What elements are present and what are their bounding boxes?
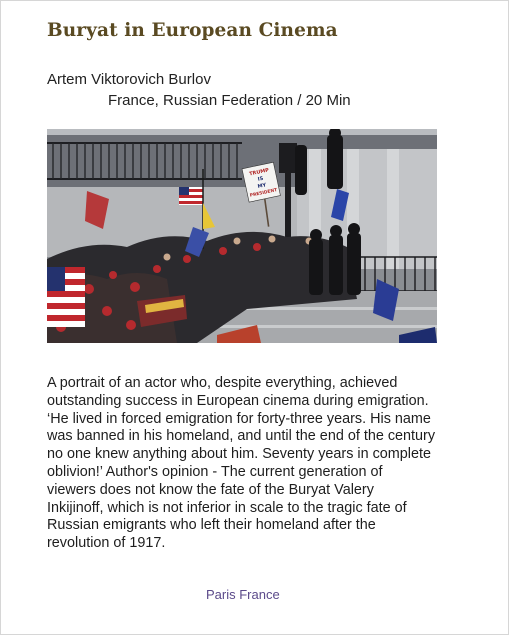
sign-line-2: IS	[257, 175, 264, 183]
sign-line-3: MY	[257, 182, 267, 190]
description-line: Russian emigrants who left their homeland after the	[47, 517, 376, 534]
description-line: Inkijinoff, which is not inferior in scale to the tragic fate of	[47, 499, 407, 516]
description-line: no one knew anything about him. Seventy years in complete	[47, 446, 431, 463]
film-description	[47, 375, 447, 553]
director-name: Artem Viktorovich Burlov	[47, 71, 211, 88]
description-line: was banned in his homeland, and until the end of the century	[47, 428, 436, 445]
description-line: A portrait of an actor who, despite everything, achieved	[47, 375, 398, 391]
film-title: Buryat in European Cinema	[47, 20, 338, 41]
film-still	[47, 129, 437, 343]
description-line: viewers does not know the fate of the Buryat Valery	[47, 481, 374, 498]
film-still-illustration	[47, 129, 437, 343]
country-duration: France, Russian Federation / 20 Min	[108, 92, 351, 109]
description-line: outstanding success in European cinema during emigration.	[47, 392, 429, 409]
description-line: oblivion!’ Author's opinion - The current generation of	[47, 463, 383, 480]
location-label: Paris France	[206, 587, 280, 602]
description-line: ‘He lived in forced emigration for forty-three years. His name	[47, 410, 431, 427]
sign-line-4: PRESIDENT	[249, 188, 278, 199]
sign-line-1: TRUMP	[248, 167, 270, 178]
description-line: revolution of 1917.	[47, 535, 166, 552]
